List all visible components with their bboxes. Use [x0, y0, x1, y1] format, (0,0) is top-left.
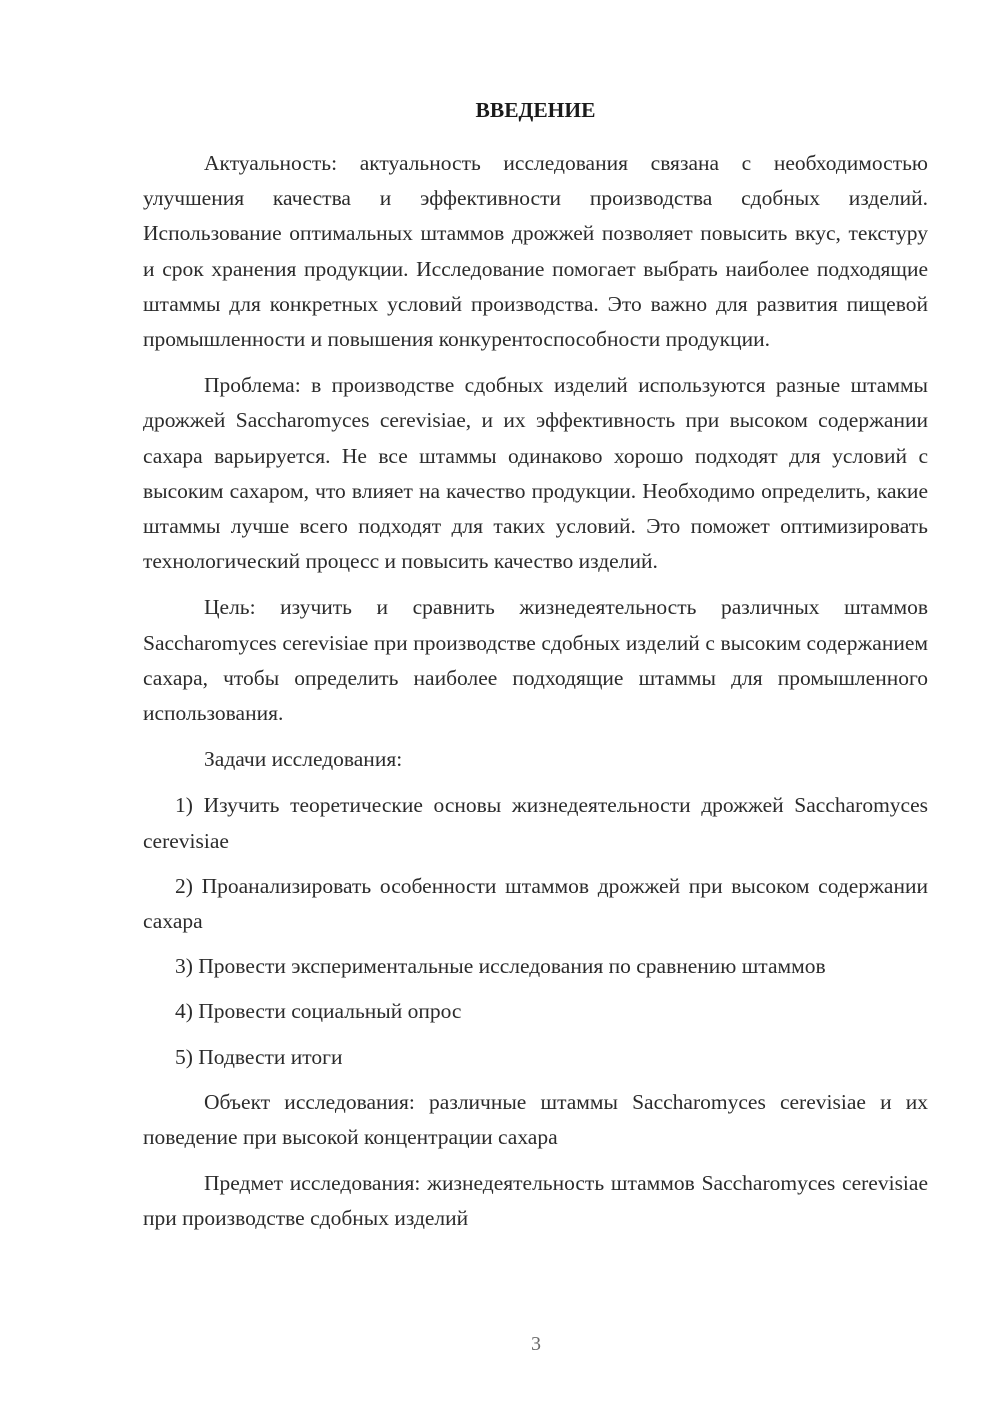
page-title: ВВЕДЕНИЕ: [475, 98, 596, 122]
task-item-5: 5) Подвести итоги: [175, 1044, 343, 1069]
task-list: [143, 788, 928, 1074]
task-item-3: 3) Провести экспериментальные исследования по сравнению штаммов: [175, 954, 826, 979]
goal-paragraph: Цель: изучить и сравнить жизнедеятельность различных штаммов Saccharomyces cerevisiae при производстве сдобных изделий с высоким содержанием сахара, чтобы определить наиболее подходящие штаммы для промышленного использования.: [143, 595, 928, 726]
subject-paragraph: Предмет исследования: жизнедеятельность штаммов Saccharomyces cerevisiae при производстве сдобных изделий: [143, 1171, 928, 1231]
relevance-paragraph: Актуальность: актуальность исследования связана с необходимостью улучшения качества и эффективности производства сдобных изделий. Использование оптимальных штаммов дрожжей позволяет повысить вкус, текстуру и срок хранения продукции. Исследование помогает выбрать наиболее подходящие штаммы для конкретных условий производства. Это важно для развития пищевой промышленности и повышения конкурентоспособности продукции.: [143, 151, 928, 352]
task-item-4: 4) Провести социальный опрос: [175, 999, 462, 1024]
task-item-2: 2) Проанализировать особенности штаммов дрожжей при высоком содержании сахара: [143, 873, 928, 934]
page-number: 3: [531, 1333, 541, 1355]
object-paragraph: Объект исследования: различные штаммы Saccharomyces cerevisiae и их поведение при высокой концентрации сахара: [143, 1089, 928, 1150]
page-content: [143, 96, 928, 1248]
tasks-label: Задачи исследования:: [204, 747, 403, 772]
task-item-1: 1) Изучить теоретические основы жизнедеятельности дрожжей Saccharomyces cerevisiae: [143, 793, 928, 853]
problem-paragraph: Проблема: в производстве сдобных изделий используются разные штаммы дрожжей Saccharomyces cerevisiae, и их эффективность при высоком содержании сахара варьируется. Не все штаммы одинаково хорошо подходят для условий с высоким сахаром, что влияет на качество продукции. Необходимо определить, какие штаммы лучше всего подходят для таких условий. Это поможет оптимизировать технологический процесс и повысить качество изделий.: [143, 373, 928, 574]
